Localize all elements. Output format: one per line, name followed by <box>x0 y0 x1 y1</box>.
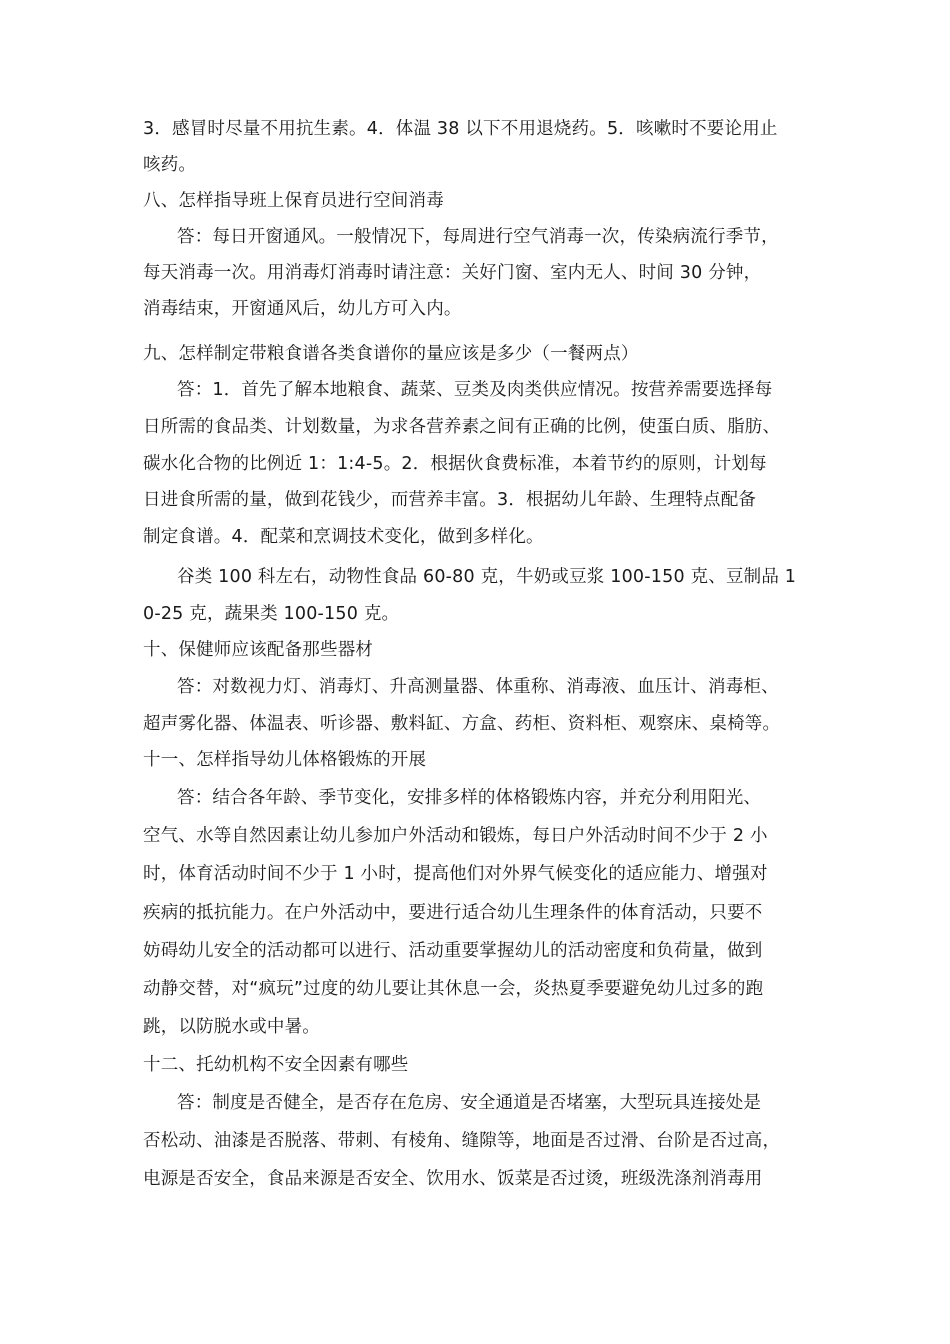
section-heading: 十一、怎样指导幼儿体格锻炼的开展 <box>143 750 427 770</box>
text-line: 3．感冒时尽量不用抗生素。4．体温 38 以下不用退烧药。5．咳嗽时不要论用止 <box>143 119 778 139</box>
text-line: 疾病的抵抗能力。在户外活动中，要进行适合幼儿生理条件的体育活动，只要不 <box>143 903 763 923</box>
text-line: 谷类 100 科左右，动物性食品 60-80 克，牛奶或豆浆 100-150 克、豆制品 1 <box>177 567 797 587</box>
section-heading: 九、怎样制定带粮食谱各类食谱你的量应该是多少（一餐两点） <box>143 344 639 364</box>
text-line: 每天消毒一次。用消毒灯消毒时请注意：关好门窗、室内无人、时间 30 分钟， <box>143 263 762 283</box>
text-line: 制定食谱。4．配菜和烹调技术变化，做到多样化。 <box>143 527 544 547</box>
text-line: 超声雾化器、体温表、听诊器、敷料缸、方盒、药柜、资料柜、观察床、桌椅等。 <box>143 714 781 734</box>
text-line: 否松动、油漆是否脱落、带刺、有棱角、缝隙等，地面是否过滑、台阶是否过高， <box>143 1131 781 1151</box>
text-line: 答：每日开窗通风。一般情况下，每周进行空气消毒一次，传染病流行季节， <box>177 227 779 247</box>
text-line: 跳，以防脱水或中暑。 <box>143 1017 320 1037</box>
text-line: 答：1．首先了解本地粮食、蔬菜、豆类及肉类供应情况。按营养需要选择每 <box>177 380 773 400</box>
section-heading: 十二、托幼机构不安全因素有哪些 <box>143 1055 409 1075</box>
text-line: 日进食所需的量，做到花钱少，而营养丰富。3．根据幼儿年龄、生理特点配备 <box>143 490 757 510</box>
text-line: 动静交替，对“疯玩”过度的幼儿要让其休息一会，炎热夏季要避免幼儿过多的跑 <box>143 979 764 999</box>
text-line: 日所需的食品类、计划数量，为求各营养素之间有正确的比例，使蛋白质、脂肪、 <box>143 417 781 437</box>
text-line: 时，体育活动时间不少于 1 小时，提高他们对外界气候变化的适应能力、增强对 <box>143 864 768 884</box>
text-line: 电源是否安全，食品来源是否安全、饮用水、饭菜是否过烫，班级洗涤剂消毒用 <box>143 1169 763 1189</box>
section-heading: 十、保健师应该配备那些器材 <box>143 640 374 660</box>
text-line: 妨碍幼儿安全的活动都可以进行、活动重要掌握幼儿的活动密度和负荷量，做到 <box>143 941 763 961</box>
text-line: 咳药。 <box>143 155 197 175</box>
text-line: 答：制度是否健全，是否存在危房、安全通道是否堵塞，大型玩具连接处是 <box>177 1093 762 1113</box>
text-line: 空气、水等自然因素让幼儿参加户外活动和锻炼，每日户外活动时间不少于 2 小 <box>143 826 768 846</box>
text-line: 消毒结束，开窗通风后，幼儿方可入内。 <box>143 299 462 319</box>
section-heading: 八、怎样指导班上保育员进行空间消毒 <box>143 191 444 211</box>
text-line: 碳水化合物的比例近 1：1:4-5。2．根据伙食费标准，本着节约的原则，计划每 <box>143 454 767 474</box>
text-line: 答：结合各年龄、季节变化，安排多样的体格锻炼内容，并充分利用阳光、 <box>177 788 762 808</box>
text-line: 0-25 克，蔬果类 100-150 克。 <box>143 604 400 624</box>
text-line: 答：对数视力灯、消毒灯、升高测量器、体重称、消毒液、血压计、消毒柜、 <box>177 677 779 697</box>
